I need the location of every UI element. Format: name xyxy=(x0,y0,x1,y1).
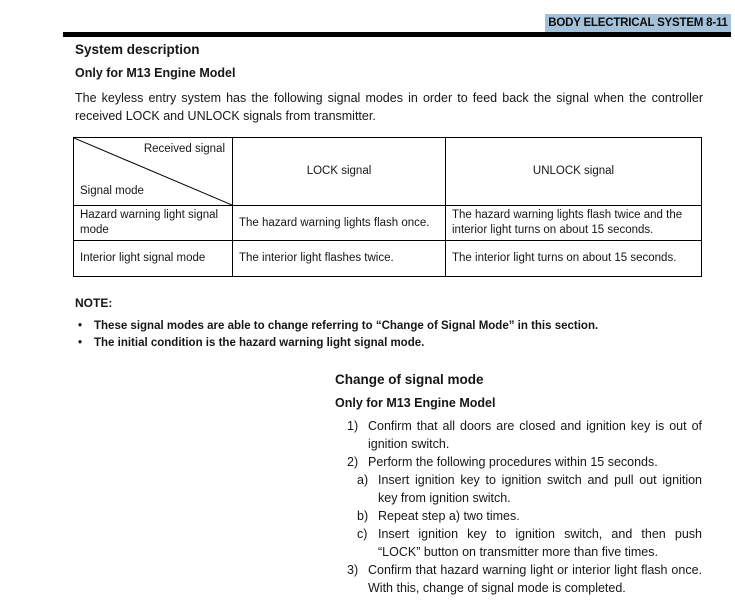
step-marker: 3) xyxy=(347,563,359,577)
table-header-row xyxy=(74,138,702,206)
step-text: Repeat step a) two times. xyxy=(378,509,520,523)
step-text: Confirm that all doors are closed and ignition key is out of ignition switch. xyxy=(368,419,702,451)
signal-mode-table xyxy=(73,137,702,277)
note-label: NOTE: xyxy=(75,296,113,310)
procedure-step xyxy=(347,453,702,471)
cell-mode-name: Hazard warning light signal mode xyxy=(74,206,233,241)
table-row-hazard-mode xyxy=(74,206,702,241)
note-item-text: The initial condition is the hazard warning light signal mode. xyxy=(94,337,425,349)
step-marker: a) xyxy=(357,473,369,487)
procedure-substep xyxy=(357,525,702,561)
bullet-icon: • xyxy=(78,320,83,332)
procedure-substep xyxy=(357,471,702,507)
change-of-signal-mode-section xyxy=(335,372,702,597)
corner-signal-mode-label: Signal mode xyxy=(80,185,144,197)
note-item xyxy=(75,318,703,335)
page-header-title: BODY ELECTRICAL SYSTEM 8-11 xyxy=(545,14,731,32)
section-subtitle: Only for M13 Engine Model xyxy=(75,66,236,80)
step-text: Insert ignition key to ignition switch, and then push “LOCK” button on transmitter more than five times. xyxy=(378,527,702,559)
step-text: Insert ignition key to ignition switch and pull out ignition key from ignition switch. xyxy=(378,473,702,505)
step-text: Confirm that hazard warning light or interior light flash once. With this, change of signal mode is completed. xyxy=(368,563,702,595)
cell-lock-behavior: The hazard warning lights flash once. xyxy=(233,206,446,241)
intro-paragraph: The keyless entry system has the following signal modes in order to feed back the signal when the controller received LOCK and UNLOCK signals from transmitter. xyxy=(75,91,703,123)
step-marker: 1) xyxy=(347,419,359,433)
header-rule xyxy=(63,32,731,37)
cell-mode-name: Interior light signal mode xyxy=(74,241,233,277)
section-title: System description xyxy=(75,42,200,57)
step-text: Perform the following procedures within 15 seconds. xyxy=(368,455,658,469)
note-item-text: These signal modes are able to change referring to “Change of Signal Mode” in this section. xyxy=(94,320,599,332)
system-description-section xyxy=(75,42,703,125)
procedure-step xyxy=(347,417,702,453)
procedure-substep xyxy=(357,507,702,525)
corner-received-signal-label: Received signal xyxy=(143,143,225,155)
step-marker: b) xyxy=(357,509,369,523)
note-block xyxy=(75,296,703,352)
step-marker: 2) xyxy=(347,455,359,469)
note-item xyxy=(75,335,703,352)
section-title: Change of signal mode xyxy=(335,372,484,387)
cell-lock-behavior: The interior light flashes twice. xyxy=(233,241,446,277)
column-header-unlock-signal: UNLOCK signal xyxy=(446,138,702,206)
cell-unlock-behavior: The interior light turns on about 15 seconds. xyxy=(446,241,702,277)
section-subtitle: Only for M13 Engine Model xyxy=(335,396,496,410)
column-header-lock-signal: LOCK signal xyxy=(233,138,446,206)
table-corner-cell xyxy=(74,138,233,206)
cell-unlock-behavior: The hazard warning lights flash twice and the interior light turns on about 15 seconds. xyxy=(446,206,702,241)
bullet-icon: • xyxy=(78,337,83,349)
procedure-step xyxy=(347,561,702,597)
step-marker: c) xyxy=(357,527,368,541)
table-row-interior-mode xyxy=(74,241,702,277)
